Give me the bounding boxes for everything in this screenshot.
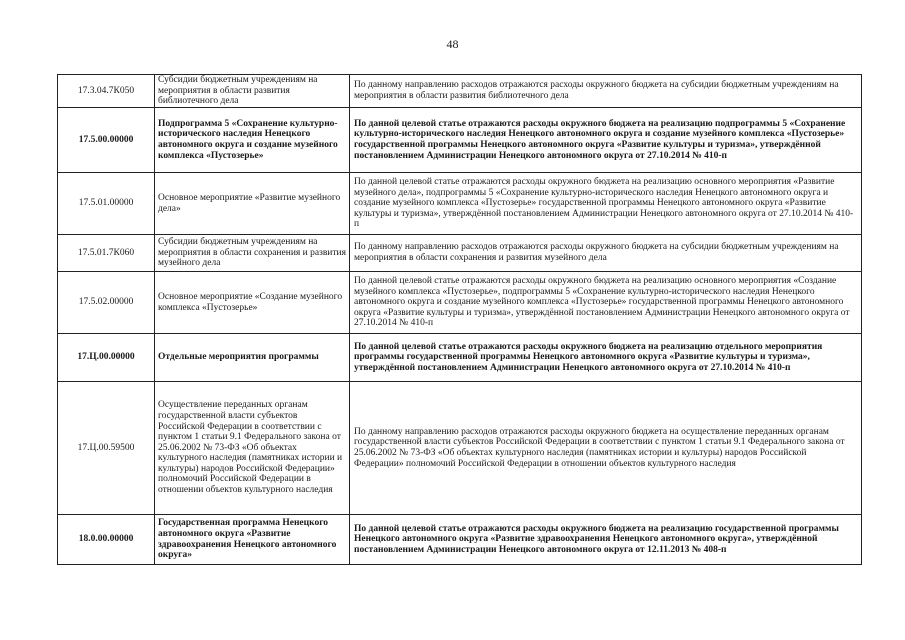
table-row (58, 515, 862, 565)
target-code: 17.5.01.7К060 (58, 235, 155, 272)
table-row (58, 173, 862, 235)
target-code: 17.3.04.7К050 (58, 75, 155, 108)
target-name: Субсидии бюджетным учреждениям на мероприятия в области сохранения и развития музейного дела (155, 235, 350, 272)
target-code: 17.5.00.00000 (58, 108, 155, 173)
target-description: По данной целевой статье отражаются расходы окружного бюджета на реализацию основного мероприятия «Развитие музейного дела», подпрограммы 5 «Сохранение культурно-исторического наследия Ненецкого автономного округа и создание музейного комплекса «Пустозерье» государственной программы Ненецкого автономного округа «Развитие культуры и туризма», утверждённой постановлением Администрации Ненецкого автономного округа от 27.10.2014 № 410-п (350, 173, 862, 235)
table-row (58, 382, 862, 515)
table-row (58, 235, 862, 272)
target-description: По данной целевой статье отражаются расходы окружного бюджета на реализацию подпрограммы 5 «Сохранение культурно-исторического наследия Ненецкого автономного округа и создание музейного комплекса «Пустозерье» государственной программы Ненецкого автономного округа «Развитие культуры и туризма», утверждённой постановлением Администрации Ненецкого автономного округа от 27.10.2014 № 410-п (350, 108, 862, 173)
page-number: 48 (446, 37, 459, 51)
target-code: 17.Ц.00.59500 (58, 382, 155, 515)
target-name: Осуществление переданных органам государственной власти субъектов Российской Федерации в соответствии с пунктом 1 статьи 9.1 Федерального закона от 25.06.2002 № 73-ФЗ «Об объектах культурного наследия (памятниках истории и культуры) народов Российской Федерации» полномочий Российской Федерации в отношении объектов культурного наследия (155, 382, 350, 515)
table-row (58, 272, 862, 334)
target-code: 17.Ц.00.00000 (58, 334, 155, 382)
target-name: Подпрограмма 5 «Сохранение культурно-исторического наследия Ненецкого автономного округа и создание музейного комплекса «Пустозерье» (155, 108, 350, 173)
target-name: Основное мероприятие «Создание музейного комплекса «Пустозерье» (155, 272, 350, 334)
target-code: 17.5.02.00000 (58, 272, 155, 334)
target-description: По данной целевой статье отражаются расходы окружного бюджета на реализацию основного мероприятия «Создание музейного комплекса «Пустозерье», подпрограммы 5 «Сохранение культурно-исторического наследия Ненецкого автономного округа и создание музейного комплекса «Пустозерье» государственной программы Ненецкого автономного округа «Развитие культуры и туризма», утверждённой постановлением Администрации Ненецкого автономного округа от 27.10.2014 № 410-п (350, 272, 862, 334)
target-name: Субсидии бюджетным учреждениям на мероприятия в области развития библиотечного дела (155, 75, 350, 108)
table-row (58, 108, 862, 173)
target-code: 17.5.01.00000 (58, 173, 155, 235)
target-name: Отдельные мероприятия программы (155, 334, 350, 382)
target-description: По данному направлению расходов отражаются расходы окружного бюджета на субсидии бюджетным учреждениям на мероприятия в области сохранения и развития музейного дела (350, 235, 862, 272)
table-row (58, 334, 862, 382)
target-description: По данному направлению расходов отражаются расходы окружного бюджета на осуществление переданных органам государственной власти субъектов Российской Федерации в соответствии с пунктом 1 статьи 9.1 Федерального закона от 25.06.2002 № 73-ФЗ «Об объектах культурного наследия (памятниках истории и культуры) народов Российской Федерации» полномочий Российской Федерации в отношении объектов культурного наследия (350, 382, 862, 515)
target-description: По данному направлению расходов отражаются расходы окружного бюджета на субсидии бюджетным учреждениям на мероприятия в области развития библиотечного дела (350, 75, 862, 108)
target-description: По данной целевой статье отражаются расходы окружного бюджета на реализацию государственной программы Ненецкого автономного округа «Развитие здравоохранения Ненецкого автономного округа», утверждённой постановлением Администрации Ненецкого автономного округа от 12.11.2013 № 408-п (350, 515, 862, 565)
budget-classification-table (57, 74, 862, 565)
target-name: Государственная программа Ненецкого автономного округа «Развитие здравоохранения Ненецкого автономного округа» (155, 515, 350, 565)
target-name: Основное мероприятие «Развитие музейного дела» (155, 173, 350, 235)
table-row (58, 75, 862, 108)
target-code: 18.0.00.00000 (58, 515, 155, 565)
target-description: По данной целевой статье отражаются расходы окружного бюджета на реализацию отдельного мероприятия программы государственной программы Ненецкого автономного округа «Развитие культуры и туризма», утверждённой постановлением Администрации Ненецкого автономного округа от 27.10.2014 № 410-п (350, 334, 862, 382)
